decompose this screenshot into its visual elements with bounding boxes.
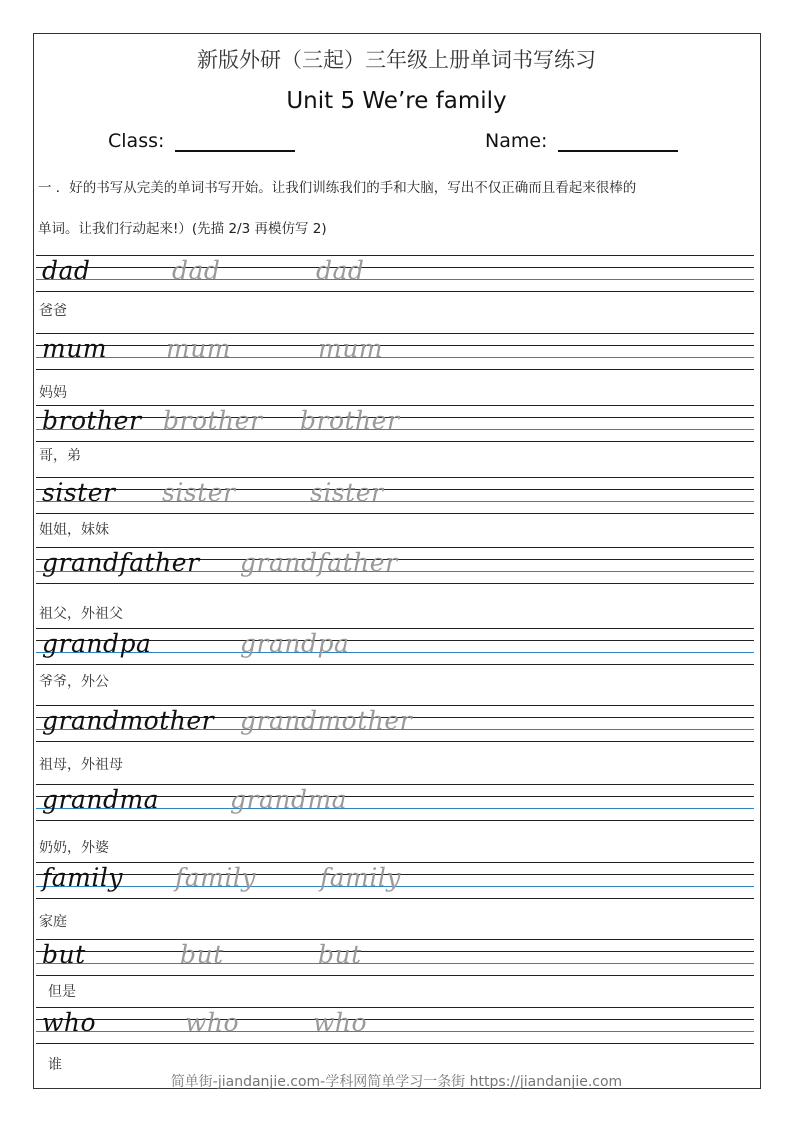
writing-row-dad[interactable] (36, 255, 754, 291)
model-word: grandfather (42, 548, 200, 577)
trace-word: family (320, 863, 401, 892)
trace-word: mum (166, 334, 232, 363)
guide-line (36, 741, 754, 742)
model-word: grandma (42, 785, 160, 814)
baseline-guide (36, 279, 754, 280)
guide-line (36, 1019, 754, 1020)
baseline-guide (36, 501, 754, 502)
trace-word: who (313, 1008, 368, 1037)
model-word: but (42, 940, 86, 969)
guide-line (36, 345, 754, 346)
unit-title: Unit 5 We’re family (286, 88, 507, 114)
guide-line (36, 939, 754, 940)
model-word: grandmother (42, 706, 215, 735)
instruction-line-1: 一 ．好的书写从完美的单词书写开始。让我们训练我们的手和大脑，写出不仅正确而且看起来很棒的 (38, 180, 637, 196)
word-meaning: 奶奶，外婆 (39, 840, 109, 856)
guide-line (36, 333, 754, 334)
writing-row-sister[interactable] (36, 477, 754, 513)
guide-line (36, 291, 754, 292)
baseline-guide (36, 357, 754, 358)
guide-line (36, 583, 754, 584)
word-meaning: 祖母，外祖母 (39, 757, 123, 773)
guide-line (36, 975, 754, 976)
guide-line (36, 1043, 754, 1044)
trace-word: mum (318, 334, 384, 363)
trace-word: sister (310, 478, 384, 507)
word-meaning: 姐姐，妹妹 (39, 522, 109, 538)
writing-row-brother[interactable] (36, 405, 754, 441)
word-meaning: 爷爷，外公 (39, 674, 109, 690)
guide-line (36, 477, 754, 478)
baseline-guide (36, 1031, 754, 1032)
guide-line (36, 267, 754, 268)
writing-row-but[interactable] (36, 939, 754, 975)
word-meaning: 哥，弟 (39, 448, 81, 464)
trace-word: dad (172, 256, 221, 285)
trace-word: but (318, 940, 362, 969)
writing-row-grandpa[interactable] (36, 628, 754, 664)
name-label: Name: (485, 130, 548, 152)
word-meaning: 祖父，外祖父 (39, 606, 123, 622)
guide-line (36, 489, 754, 490)
trace-word: who (185, 1008, 240, 1037)
class-label: Class: (108, 130, 165, 152)
writing-row-grandmother[interactable] (36, 705, 754, 741)
trace-word: grandmother (240, 706, 413, 735)
trace-word: grandma (230, 785, 348, 814)
trace-word: family (175, 863, 256, 892)
instruction-line-2: 单词。让我们行动起来!）(先描 2/3 再模仿写 2) (38, 221, 327, 237)
model-word: sister (42, 478, 116, 507)
worksheet-title: 新版外研（三起）三年级上册单词书写练习 (197, 48, 596, 72)
trace-word: grandpa (240, 629, 350, 658)
writing-row-mum[interactable] (36, 333, 754, 369)
class-blank[interactable] (175, 150, 295, 152)
model-word: dad (42, 256, 91, 285)
word-meaning: 谁 (48, 1057, 62, 1073)
baseline-guide (36, 963, 754, 964)
trace-word: but (180, 940, 224, 969)
model-word: family (42, 863, 123, 892)
writing-row-family[interactable] (36, 862, 754, 898)
word-meaning: 妈妈 (39, 385, 67, 401)
word-meaning: 但是 (48, 984, 76, 1000)
trace-word: sister (162, 478, 236, 507)
guide-line (36, 1007, 754, 1008)
trace-word: brother (300, 406, 400, 435)
guide-line (36, 664, 754, 665)
trace-word: grandfather (240, 548, 398, 577)
model-word: brother (42, 406, 142, 435)
writing-row-grandfather[interactable] (36, 547, 754, 583)
trace-word: brother (163, 406, 263, 435)
trace-word: dad (316, 256, 365, 285)
writing-row-grandma[interactable] (36, 784, 754, 820)
guide-line (36, 513, 754, 514)
guide-line (36, 898, 754, 899)
guide-line (36, 369, 754, 370)
model-word: who (42, 1008, 97, 1037)
guide-line (36, 441, 754, 442)
model-word: mum (42, 334, 108, 363)
guide-line (36, 820, 754, 821)
writing-row-who[interactable] (36, 1007, 754, 1043)
word-meaning: 爸爸 (39, 303, 67, 319)
footer-watermark: 简单街-jiandanjie.com-学科网简单学习一条街 https://jiandanjie.com (170, 1074, 623, 1090)
model-word: grandpa (42, 629, 152, 658)
word-meaning: 家庭 (39, 914, 67, 930)
guide-line (36, 255, 754, 256)
guide-line (36, 951, 754, 952)
name-blank[interactable] (558, 150, 678, 152)
